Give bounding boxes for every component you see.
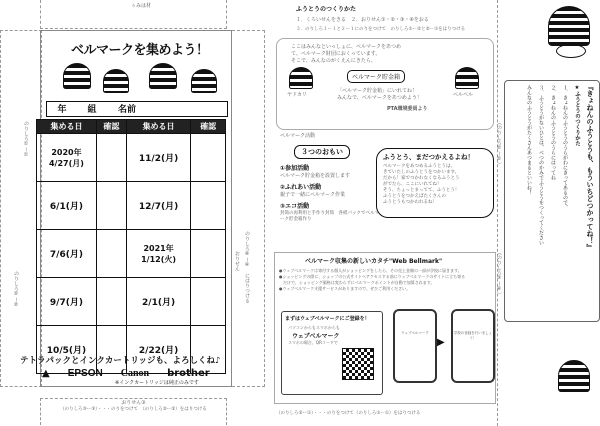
activity-head: ①参加活動 <box>280 165 310 172</box>
table-row <box>37 134 226 182</box>
recycle-footer <box>20 354 265 394</box>
phone-label: 学校の登録を行いましょう！ <box>453 331 493 340</box>
arrow-right-icon: ▶ <box>437 337 445 348</box>
character-name: ベルベル <box>453 92 474 98</box>
bubble-line: がでたら、ここにいれてね！ <box>383 182 442 187</box>
middle-panel <box>266 0 496 426</box>
intro-line: みんなで、ベルマークをあつめよう！ <box>337 95 422 101</box>
brand-note: ※インクカートリッジは純正のみです <box>115 380 199 386</box>
web-line: ●ショッピングの際に、ショップの公式サイトへアクセスする前にウェブベルマークのサイトに立ち寄る <box>279 274 466 279</box>
web-line: ●ウェブベルマーク支援サービスがありますので、ぜひご利用ください。 <box>279 286 411 291</box>
side-flap-label-2: のりしろ②ー② <box>13 271 19 308</box>
howto-step: ３．のりしろ１ー１と２ー１にのりをつけて のりしろ①ー②と②ー①をはりつける <box>296 27 466 32</box>
hermit-crab-icon <box>558 360 590 392</box>
top-tab-label: ぅみは材 <box>131 3 152 9</box>
name-label: 名前 <box>117 105 136 115</box>
date-cell: 11/2(月) <box>126 134 191 182</box>
check-cell[interactable] <box>96 230 126 278</box>
left-right-flap <box>232 30 265 387</box>
right-para: ２．きょねんのふうとうのうらにはってね <box>550 85 556 180</box>
tetra-logo-icon: ▲ <box>42 368 50 379</box>
bubble-line: そう、ちょっとまってて、ふうとう！ <box>383 188 460 193</box>
box-label: ベルマーク貯金箱 <box>347 70 405 83</box>
right-para: ３．ふうとうがないひとは、べつのかみでふうとうをつくってください <box>538 85 544 245</box>
col-header: 確認 <box>96 120 126 134</box>
right-para: １．きょねんのふうとうのうらがわにきってあるので、 <box>562 85 568 210</box>
intro-line: て、ベルマーク財団におくっています。 <box>291 51 381 57</box>
web-line: だけで、ショッピング価格は変わらずにベルマークポイントが自動で加算されます。 <box>279 280 435 285</box>
date-cell: 10/5(月) <box>37 326 97 374</box>
activity-body: 親子で一緒にベルマーク作業 <box>280 192 346 198</box>
date-cell: 2020年 4/27(月) <box>37 134 97 182</box>
col-header: 集める日 <box>37 120 97 134</box>
class-label: 組 <box>87 105 97 115</box>
year-label: 年 <box>57 105 67 115</box>
date-cell: 12/7(月) <box>126 182 191 230</box>
right-para: みんなのふうとうがたくさんあつまるといいね！ <box>526 85 532 195</box>
check-cell[interactable] <box>191 278 226 326</box>
date-cell: 6/1(月) <box>37 182 97 230</box>
left-panel <box>0 0 265 426</box>
right-flap-fold: おりせん <box>234 251 240 271</box>
table-row <box>37 182 226 230</box>
web-register-box <box>281 311 383 395</box>
intro-line: 「ベルマーク貯金箱」にいれてね！ <box>337 88 418 94</box>
col-header: 集める日 <box>126 120 191 134</box>
three-title: ３つのおもい <box>294 145 350 159</box>
check-cell[interactable] <box>96 134 126 182</box>
right-title: 『きょねんのふうとうも、もういちどつかってね！』 <box>586 83 594 251</box>
right-side-label: （のりしろ②ー②） <box>496 120 502 167</box>
qr-code-icon[interactable] <box>342 348 374 380</box>
footer-text: テトラパックとインクカートリッジも、よろしくね♪ <box>20 356 221 366</box>
bottom-fold-label: おりせん③ <box>121 400 146 406</box>
activity-body: 封筒の再利用と手作り封筒 各紙パックでベルマーク貯金箱作り <box>280 211 379 222</box>
epson-logo: EPSON <box>67 368 103 379</box>
name-row <box>46 101 228 117</box>
activity-head: ③エコ活動 <box>280 203 310 210</box>
bubble-line: だから！家でつかわなくなるふうとう <box>383 176 460 181</box>
right-flap-label: のりしろ④ー④ にはりつける <box>244 231 250 303</box>
date-cell: 2021年 1/12(火) <box>126 230 191 278</box>
bubble-line: ベルマークをあつめるふうとうは、 <box>383 164 455 169</box>
check-cell[interactable] <box>191 182 226 230</box>
hermit-crab-icon <box>63 63 91 89</box>
table-row <box>37 230 226 278</box>
middle-bottom-fold: （のりしろ②ー①）・・・のりをつけて（のりしろ①ー①）をはりつける <box>276 411 421 416</box>
phone-label: ウェブベルマーク <box>401 331 429 335</box>
hermit-crab-icon <box>289 67 313 89</box>
web-section <box>274 252 496 404</box>
character-name: ヤドカリ <box>287 92 307 98</box>
phone-icon <box>451 309 495 383</box>
hermit-crab-icon <box>103 69 129 93</box>
check-cell[interactable] <box>96 182 126 230</box>
hermit-crab-body <box>556 44 586 58</box>
check-cell[interactable] <box>191 230 226 278</box>
left-bottom-tab <box>40 398 227 425</box>
register-line: パソコンからもスマホからも <box>288 325 340 330</box>
hermit-crab-icon <box>149 63 177 89</box>
register-line: スマホの場合、QRコードで <box>288 340 338 345</box>
left-top-tab <box>40 0 227 29</box>
bubble-line: きていたしのふうとうをつかいます。 <box>383 170 460 175</box>
intro-line: ここはみんなといっしょに、ベルマークをあつめ <box>291 44 402 50</box>
col-header: 確認 <box>191 120 226 134</box>
bubble-line: ふうとうをつかえばたくさんの <box>383 194 446 199</box>
check-cell[interactable] <box>191 134 226 182</box>
schedule-table <box>36 119 226 374</box>
date-cell: 9/7(月) <box>37 278 97 326</box>
right-panel <box>497 0 600 426</box>
canon-logo: Canon <box>120 368 150 379</box>
right-side-label: （のりしろ③ー④） <box>496 250 502 297</box>
side-flap-label-1: のりしろ①ー① <box>23 121 29 158</box>
bubble-line: ふうとうもつかわれるね！ <box>383 200 437 205</box>
register-title: まずはウェブベルマークにご登録を！ <box>285 316 370 322</box>
register-site: ウェブベルマーク <box>292 333 340 340</box>
sheet-title: ベルマークを集めよう！ <box>71 43 209 58</box>
activity-body: ベルマーク貯金箱を設置します <box>280 173 351 179</box>
intro-box <box>276 38 494 130</box>
pta-signature: PTA環境委員より <box>387 106 428 112</box>
table-row <box>37 278 226 326</box>
sheet-card <box>40 30 232 387</box>
howto-section <box>296 4 496 32</box>
intro-line: そこで、みんなのがくえんにきたら、 <box>291 58 376 64</box>
brother-logo: brother <box>167 368 210 379</box>
date-cell: 2/22(月) <box>126 326 191 374</box>
activity-title: ベルマーク活動 <box>280 133 316 139</box>
howto-step: １．くろいせんをきる ２．おりせん①・②・③・④をおる <box>296 17 429 23</box>
web-title: ベルマーク収集の新しいカタチ"Web Bellmark" <box>305 258 443 265</box>
date-cell: 7/6(月) <box>37 230 97 278</box>
check-cell[interactable] <box>96 278 126 326</box>
date-cell: 2/1(月) <box>126 278 191 326</box>
howto-title: ふうとうのつくりかた <box>296 6 357 13</box>
right-para: ★ふうとうのつくりかた <box>574 85 580 146</box>
activity-head: ②ふれあい活動 <box>280 184 322 191</box>
hermit-crab-icon <box>191 69 217 93</box>
bottom-instruction: （のりしろ③ー③）・・・のりをつけて （のりしろ②ー②）をはりつける <box>60 407 207 412</box>
phone-icon <box>393 309 437 383</box>
envelope-bubble <box>376 148 494 218</box>
hermit-crab-icon <box>548 6 590 46</box>
bubble-title: ふうとう、まだつかえるよね！ <box>383 153 474 161</box>
right-card <box>504 80 600 322</box>
web-line: ●ウェブベルマークは寄付する個人がショッピングをしたら、その売上金額の一部が学校に届きます。 <box>279 268 462 273</box>
activities <box>280 132 380 222</box>
hermit-crab-icon <box>455 67 479 89</box>
